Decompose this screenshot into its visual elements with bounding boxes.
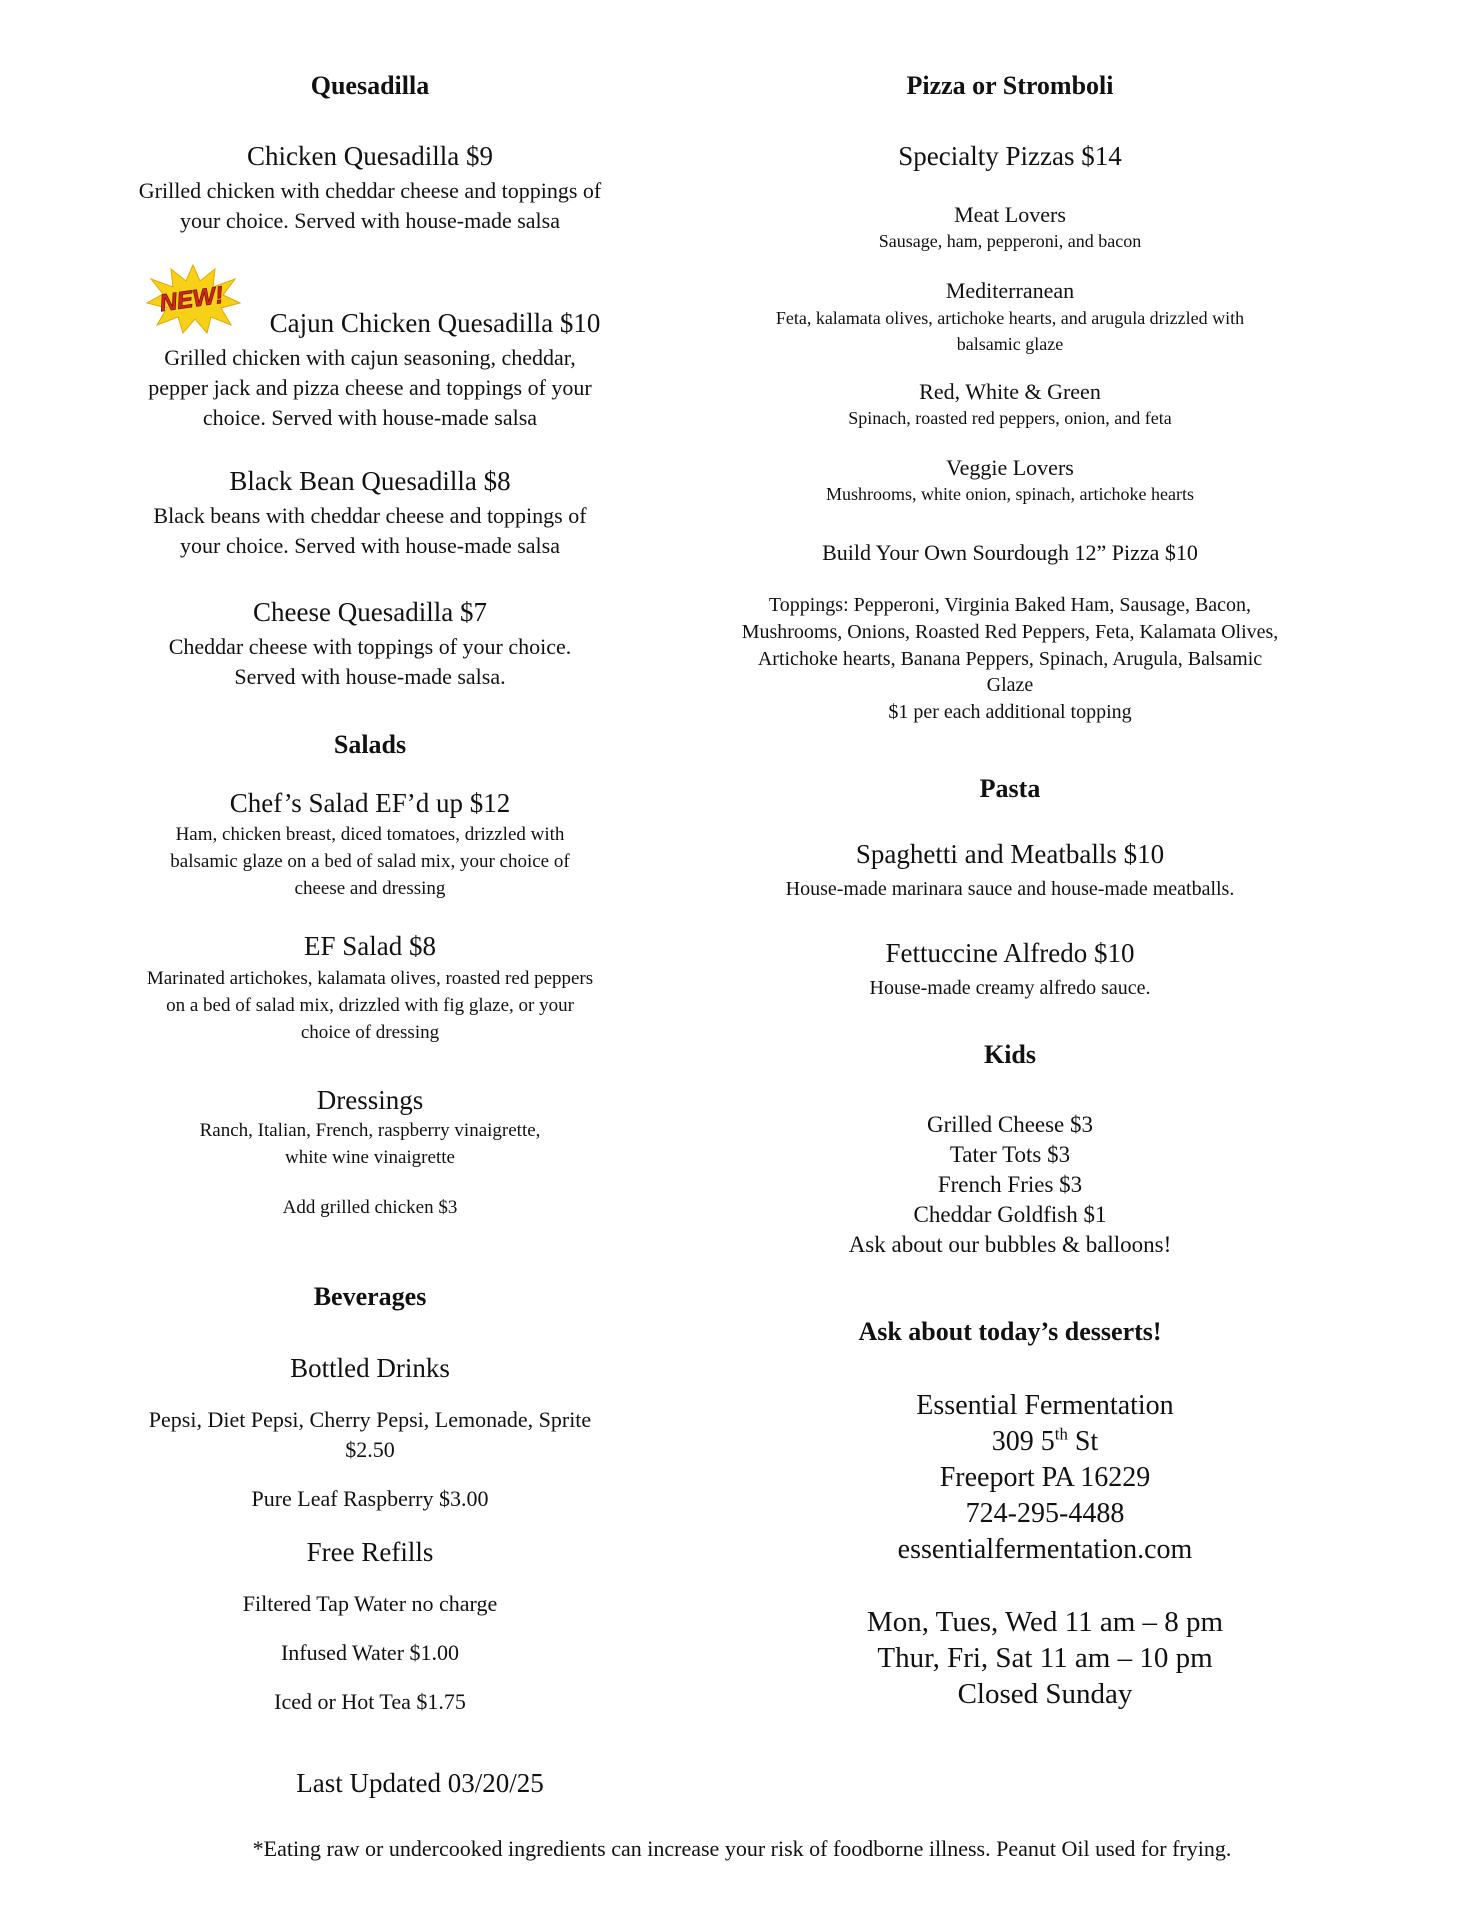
menu-item-cheese-quesadilla: Cheese Quesadilla $7 [253, 597, 487, 627]
website: essentialfermentation.com [897, 1534, 1193, 1565]
item-desc: Ranch, Italian, French, raspberry vinaigrette, [199, 1120, 541, 1141]
menu-item-build-your-own: Build Your Own Sourdough 12” Pizza $10 [822, 540, 1198, 565]
pizza-name-red-white-green: Red, White & Green [919, 379, 1101, 404]
kids-item: Cheddar Goldfish $1 [913, 1202, 1107, 1227]
kids-item: Tater Tots $3 [949, 1142, 1071, 1167]
item-desc: choice. Served with house-made salsa [202, 405, 538, 430]
pizza-name-meat-lovers: Meat Lovers [954, 202, 1066, 227]
city-state-zip: Freeport PA 16229 [939, 1462, 1151, 1493]
add-on-note: Add grilled chicken $3 [282, 1197, 458, 1218]
item-desc: your choice. Served with house-made salsa [180, 208, 560, 233]
address [780, 1424, 1310, 1460]
menu-item-infused-water: Infused Water $1.00 [280, 1640, 460, 1665]
menu-item-dressings: Dressings [316, 1085, 424, 1115]
hours-line: Thur, Fri, Sat 11 am – 10 pm [877, 1642, 1213, 1674]
hours-line: Closed Sunday [957, 1678, 1133, 1710]
section-title-kids: Kids [983, 1040, 1037, 1069]
item-desc: Spinach, roasted red peppers, onion, and feta [848, 408, 1172, 428]
item-desc: balsamic glaze [956, 334, 1064, 354]
item-desc: Marinated artichokes, kalamata olives, roasted red peppers [146, 968, 594, 989]
business-name: Essential Fermentation [916, 1390, 1174, 1421]
item-desc: Sausage, ham, pepperoni, and bacon [878, 231, 1142, 251]
item-desc: Grilled chicken with cajun seasoning, cheddar, [164, 345, 576, 370]
item-desc: Served with house-made salsa. [234, 664, 506, 689]
item-desc: $2.50 [345, 1437, 395, 1462]
section-title-salads: Salads [333, 730, 407, 759]
menu-item-chef-salad: Chef’s Salad EF’d up $12 [229, 788, 511, 818]
section-title-beverages: Beverages [313, 1282, 427, 1311]
item-desc: Feta, kalamata olives, artichoke hearts, and arugula drizzled with [775, 308, 1245, 328]
menu-item-fettuccine: Fettuccine Alfredo $10 [885, 938, 1135, 968]
address-number: 309 5 [991, 1426, 1055, 1457]
kids-note: Ask about our bubbles & balloons! [848, 1232, 1172, 1257]
section-title-pasta: Pasta [979, 774, 1041, 803]
new-badge-icon [145, 263, 241, 335]
pizza-name-mediterranean: Mediterranean [945, 278, 1075, 303]
address-street: St [1067, 1426, 1099, 1457]
kids-item: French Fries $3 [937, 1172, 1083, 1197]
menu-item-free-refills: Free Refills [306, 1537, 434, 1567]
menu-item-tea: Iced or Hot Tea $1.75 [274, 1689, 466, 1714]
item-desc: House-made marinara sauce and house-made meatballs. [785, 878, 1235, 900]
kids-item: Grilled Cheese $3 [926, 1112, 1094, 1137]
menu-item-specialty-pizzas: Specialty Pizzas $14 [898, 141, 1122, 171]
hours-line: Mon, Tues, Wed 11 am – 8 pm [866, 1606, 1224, 1638]
section-title-pizza: Pizza or Stromboli [906, 71, 1114, 100]
pizza-name-veggie-lovers: Veggie Lovers [946, 455, 1074, 480]
item-desc: pepper jack and pizza cheese and toppings of your [148, 375, 592, 400]
item-desc: Black beans with cheddar cheese and toppings of [153, 503, 587, 528]
section-title-quesadilla: Quesadilla [310, 71, 430, 100]
menu-item-cajun-quesadilla: Cajun Chicken Quesadilla $10 [269, 308, 601, 338]
toppings-line: Artichoke hearts, Banana Peppers, Spinach, Arugula, Balsamic [757, 648, 1263, 670]
menu-item-bottled-drinks: Bottled Drinks [290, 1353, 450, 1383]
menu-item-chicken-quesadilla: Chicken Quesadilla $9 [247, 141, 493, 171]
item-desc: Mushrooms, white onion, spinach, artichoke hearts [826, 484, 1194, 504]
desserts-note: Ask about today’s desserts! [858, 1317, 1162, 1346]
last-updated: Last Updated 03/20/25 [296, 1768, 544, 1798]
phone-number: 724-295-4488 [965, 1498, 1125, 1529]
menu-item-spaghetti: Spaghetti and Meatballs $10 [855, 839, 1165, 869]
food-safety-disclaimer: *Eating raw or undercooked ingredients can increase your risk of foodborne illness. Peanut Oil used for frying. [252, 1836, 1232, 1861]
toppings-line: Toppings: Pepperoni, Virginia Baked Ham, Sausage, Bacon, [768, 594, 1252, 616]
item-desc: white wine vinaigrette [285, 1147, 455, 1168]
new-badge-label: NEW! [157, 281, 226, 318]
item-desc: on a bed of salad mix, drizzled with fig glaze, or your [166, 995, 574, 1016]
item-desc: Cheddar cheese with toppings of your choice. [168, 634, 572, 659]
menu-item-ef-salad: EF Salad $8 [304, 931, 436, 961]
item-desc: balsamic glaze on a bed of salad mix, your choice of [170, 851, 570, 872]
item-desc: House-made creamy alfredo sauce. [869, 977, 1151, 999]
menu-item-tap-water: Filtered Tap Water no charge [242, 1591, 498, 1616]
item-desc: your choice. Served with house-made salsa [180, 533, 560, 558]
address-suffix: th [1054, 1424, 1068, 1444]
toppings-line: Glaze [986, 674, 1034, 696]
item-desc: Pepsi, Diet Pepsi, Cherry Pepsi, Lemonade, Sprite [148, 1407, 592, 1432]
item-desc: choice of dressing [300, 1022, 440, 1043]
toppings-note: $1 per each additional topping [888, 701, 1132, 723]
item-desc: Ham, chicken breast, diced tomatoes, drizzled with [175, 824, 565, 845]
item-desc: cheese and dressing [294, 878, 446, 899]
menu-item-black-bean-quesadilla: Black Bean Quesadilla $8 [229, 466, 511, 496]
menu-item-pure-leaf: Pure Leaf Raspberry $3.00 [251, 1486, 489, 1511]
item-desc: Grilled chicken with cheddar cheese and toppings of [138, 178, 602, 203]
toppings-line: Mushrooms, Onions, Roasted Red Peppers, Feta, Kalamata Olives, [741, 621, 1279, 643]
